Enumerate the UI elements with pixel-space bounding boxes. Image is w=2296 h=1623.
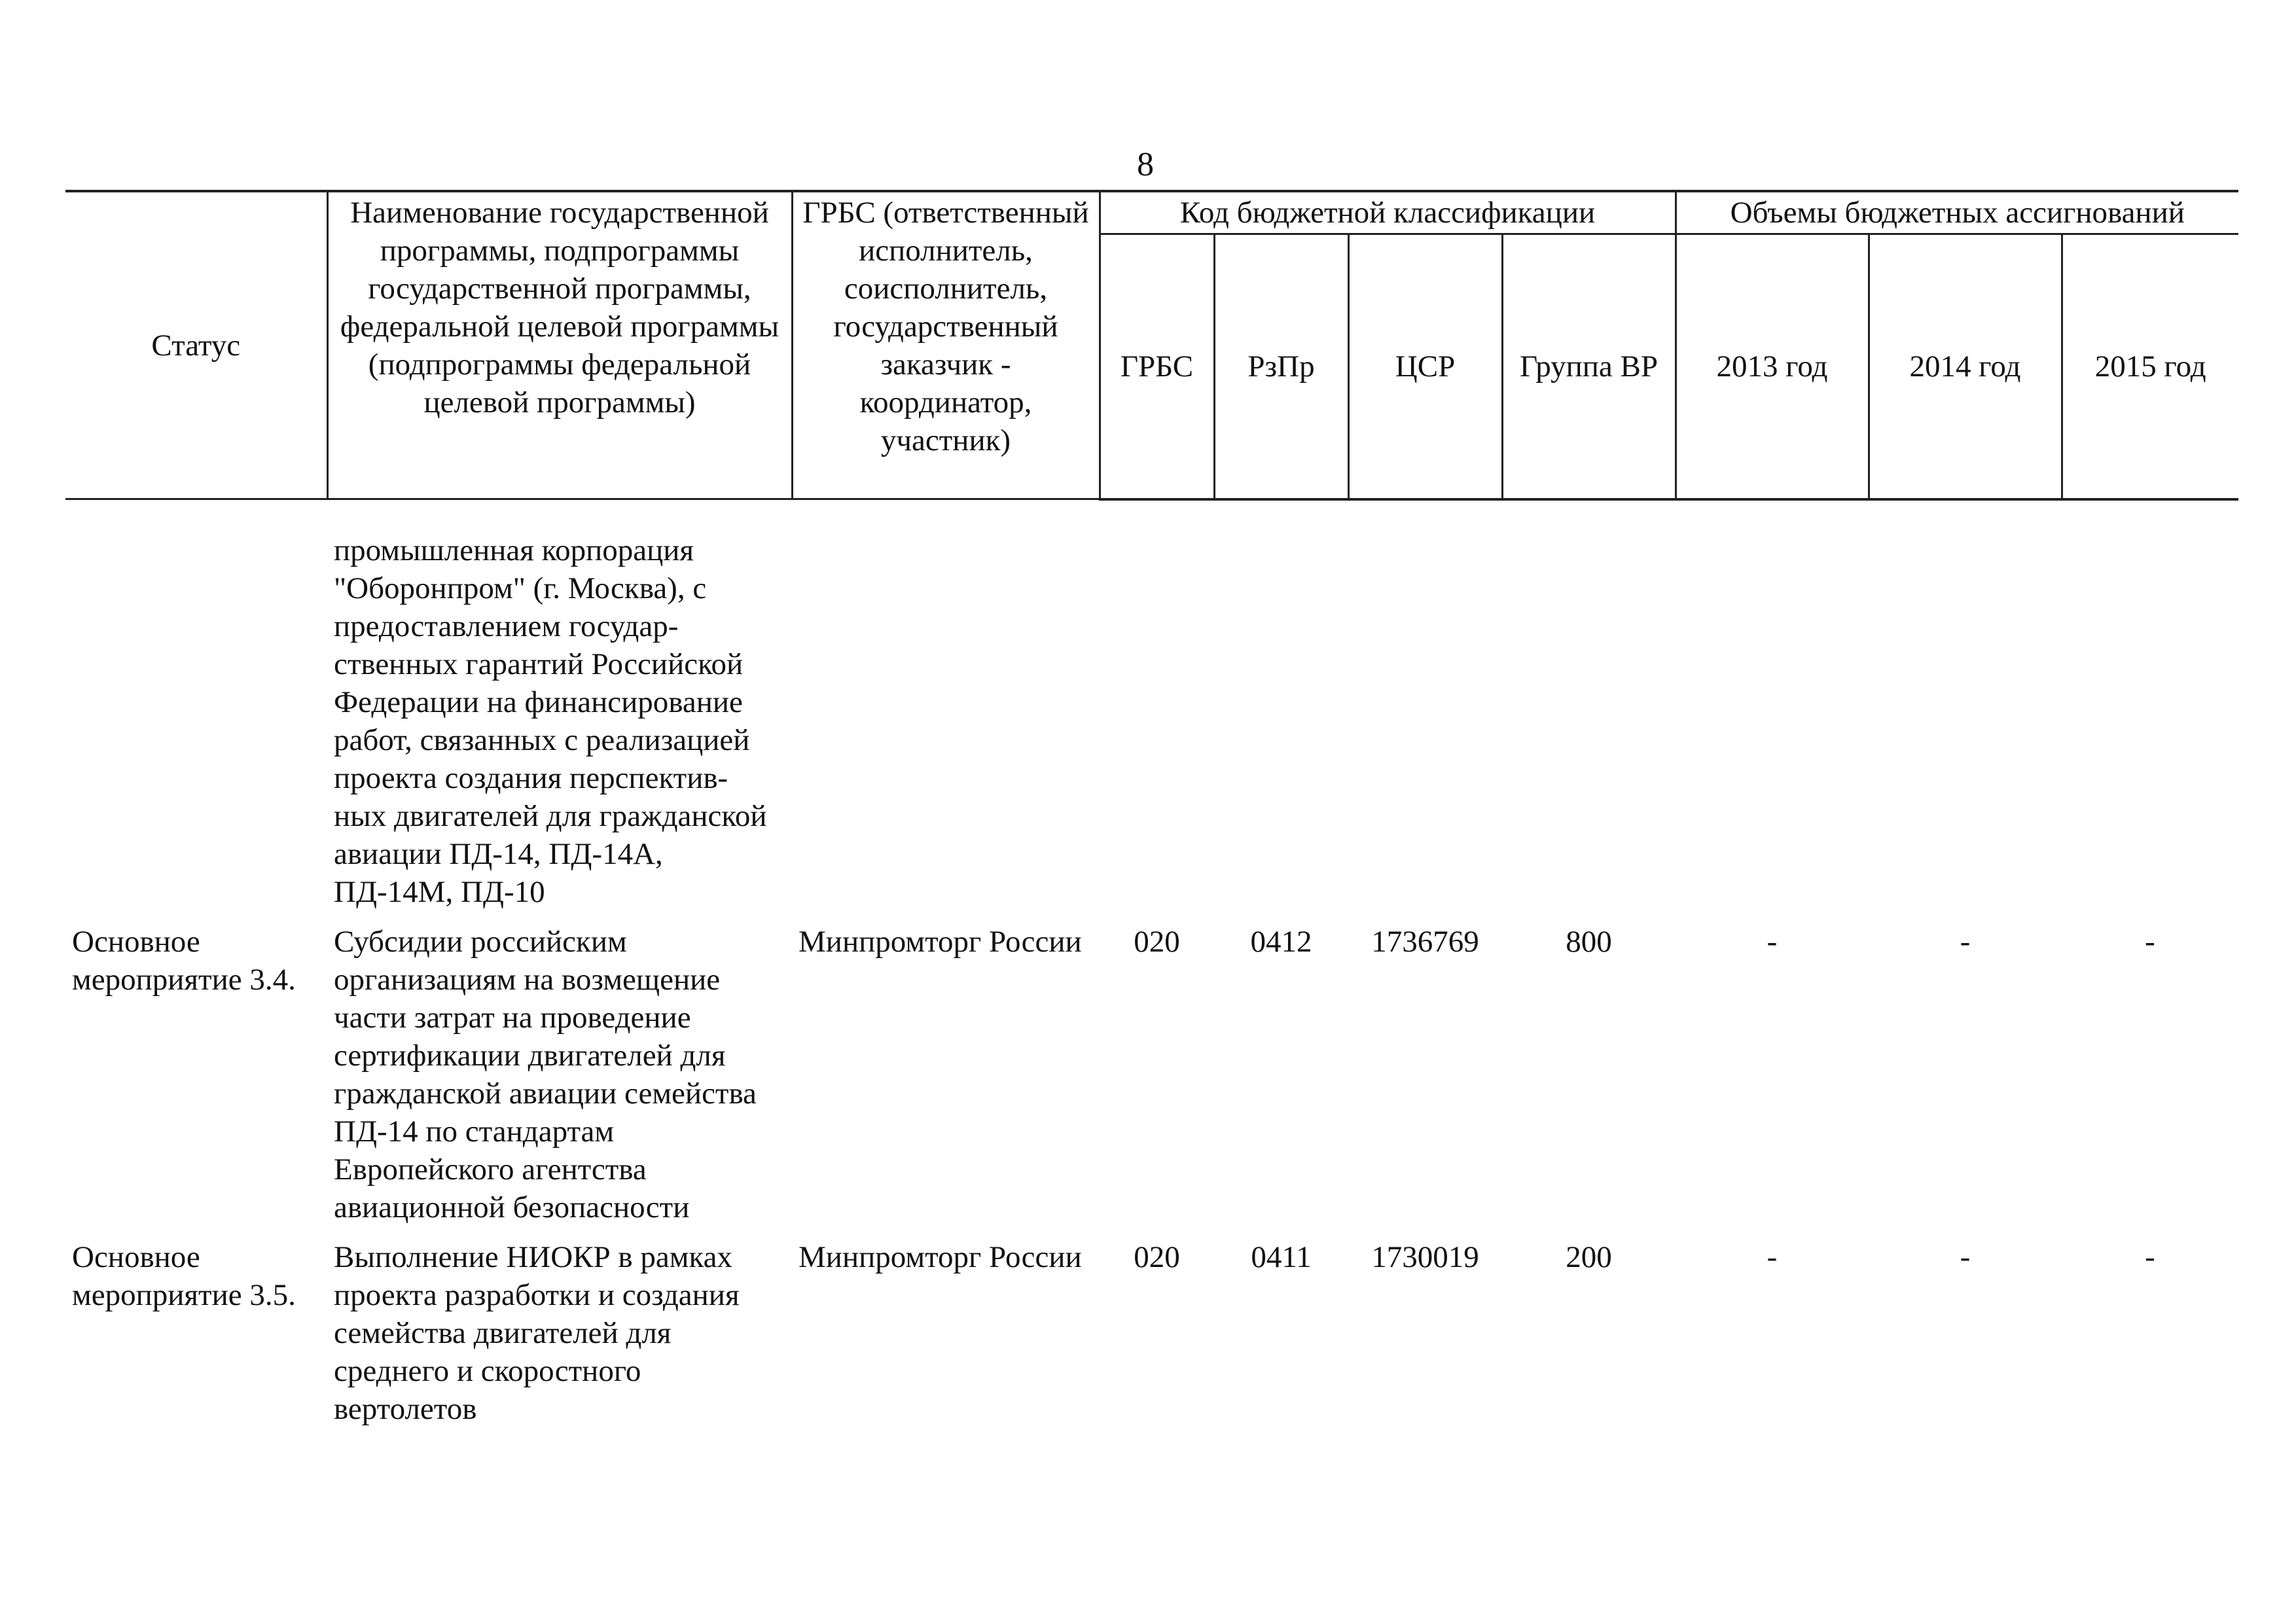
table-header bbox=[65, 191, 2238, 499]
header-program-name: Наименование государственной программы, подпрограммы государственной программы, федеральной целевой программы (подпрограммы федеральной целевой программы) bbox=[327, 191, 792, 499]
header-status: Статус bbox=[65, 191, 327, 499]
table-row bbox=[65, 499, 2238, 912]
table-row bbox=[65, 911, 2238, 1226]
cell-status: Основное мероприятие 3.5. bbox=[72, 1240, 296, 1312]
cell-year-2015: - bbox=[2145, 1240, 2155, 1274]
cell-program-name: Выполнение НИОКР в рамках проекта разработки и создания семейства двигателей для среднего и скоростного вертолетов bbox=[334, 1240, 740, 1426]
header-budget-volume-group: Объемы бюджетных ассигнований bbox=[1676, 191, 2238, 234]
cell-year-2014 bbox=[1869, 499, 2062, 912]
cell-grbs: 020 bbox=[1134, 925, 1180, 959]
budget-table bbox=[65, 190, 2238, 1428]
table-body bbox=[65, 499, 2238, 1429]
header-grbs: ГРБС bbox=[1100, 234, 1214, 499]
cell-year-2015 bbox=[2062, 499, 2238, 912]
header-csr: ЦСР bbox=[1348, 234, 1502, 499]
cell-year-2014: - bbox=[1960, 1240, 1971, 1274]
cell-grbs-full bbox=[792, 499, 1100, 912]
header-year-2013: 2013 год bbox=[1676, 234, 1869, 499]
header-grbs-full: ГРБС (ответственный исполнитель, соисполнитель, государственный заказчик - координатор, участник) bbox=[792, 191, 1100, 499]
cell-year-2013 bbox=[1676, 499, 1869, 912]
cell-rzpr: 0412 bbox=[1250, 925, 1312, 959]
cell-vr: 200 bbox=[1566, 1240, 1612, 1274]
cell-csr: 1736769 bbox=[1371, 925, 1479, 959]
cell-rzpr: 0411 bbox=[1251, 1240, 1312, 1274]
table-row bbox=[65, 1226, 2238, 1428]
header-rzpr: РзПр bbox=[1214, 234, 1348, 499]
page-number: 8 bbox=[1137, 146, 1154, 183]
cell-grbs-full: Минпромторг России bbox=[798, 925, 1082, 959]
cell-year-2014: - bbox=[1960, 925, 1971, 959]
cell-program-name: Субсидии российским организациям на возмещение части затрат на проведение сертификации двигателей для гражданской авиации семейства ПД-14 по стандартам Европейского агентства авиационной безопасности bbox=[334, 925, 757, 1224]
header-budget-code-group: Код бюджетной классификации bbox=[1100, 191, 1676, 234]
cell-vr bbox=[1502, 499, 1676, 912]
header-year-2015: 2015 год bbox=[2062, 234, 2238, 499]
header-year-2014: 2014 год bbox=[1869, 234, 2062, 499]
cell-rzpr bbox=[1214, 499, 1348, 912]
cell-year-2015: - bbox=[2145, 925, 2155, 959]
cell-year-2013: - bbox=[1767, 1240, 1778, 1274]
cell-program-name: промышленная корпорация "Оборонпром" (г. Москва), с предоставлением государ- ственных гарантий Российской Федерации на финансирование работ, связанных с реализацией проекта создания перспектив- ных двигателей для гражданской авиации ПД-14, ПД-14А, ПД-14М, ПД-10 bbox=[334, 533, 767, 909]
cell-csr: 1730019 bbox=[1371, 1240, 1479, 1274]
cell-grbs bbox=[1100, 499, 1214, 912]
cell-year-2013: - bbox=[1767, 925, 1778, 959]
cell-status: Основное мероприятие 3.4. bbox=[72, 925, 296, 997]
cell-grbs-full: Минпромторг России bbox=[798, 1240, 1082, 1274]
cell-vr: 800 bbox=[1566, 925, 1612, 959]
cell-csr bbox=[1348, 499, 1502, 912]
header-vr-group: Группа ВР bbox=[1502, 234, 1676, 499]
cell-grbs: 020 bbox=[1134, 1240, 1180, 1274]
cell-status bbox=[65, 499, 327, 912]
